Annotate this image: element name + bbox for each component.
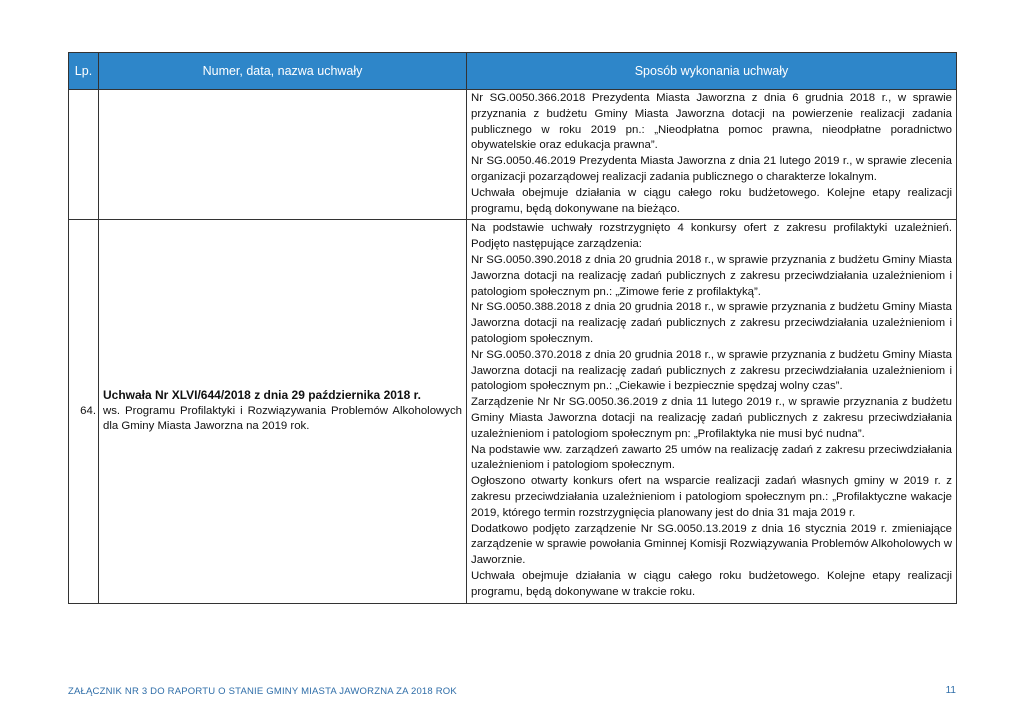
method-paragraph: Na podstawie ww. zarządzeń zawarto 25 umów na realizację zadań z zakresu przeciwdziałania uzależnieniom i patologiom społecznym. [471, 443, 952, 472]
method-paragraph: Nr SG.0050.46.2019 Prezydenta Miasta Jaworzna z dnia 21 lutego 2019 r., w sprawie zlecenia organizacji pozarządowej realizacji zadania publicznego o charakterze lokalnym. [471, 155, 952, 183]
row-title [99, 90, 467, 220]
resolution-number: Uchwała Nr XLVI/644/2018 z dnia 29 października 2018 r. [103, 387, 421, 402]
row-lp [69, 90, 99, 220]
method-paragraph: Ogłoszono otwarty konkurs ofert na wsparcie realizacji zadań własnych gminy w 2019 r. z zakresu przeciwdziałania uzależnieniom i patologiom społecznym pn.: „Profilaktyczne wakacje 2019, którego termin rozstrzygnięcia planowany jest do dnia 31 maja 2019 r. [471, 475, 952, 519]
method-paragraph: Na podstawie uchwały rozstrzygnięto 4 konkursy ofert z zakresu profilaktyki uzależnień. Podjęto następujące zarządzenia: [471, 222, 952, 251]
footer-document-title: ZAŁĄCZNIK NR 3 DO RAPORTU O STANIE GMINY MIASTA JAWORZNA ZA 2018 ROK [68, 686, 457, 697]
method-paragraph: Uchwała obejmuje działania w ciągu całego roku budżetowego. Kolejne etapy realizacji programu, będą dokonywane w trakcie roku. [471, 569, 952, 598]
row-title [99, 220, 467, 603]
header-lp: Lp. [69, 53, 99, 90]
method-paragraph: Nr SG.0050.390.2018 z dnia 20 grudnia 2018 r., w sprawie przyznania z budżetu Gminy Miasta Jaworzna dotacji na realizację zadań publicznych z zakresu przeciwdziałania uzależnieniom i patologiom społecznym pn.: „Zimowe ferie z profilaktyką”. [471, 253, 952, 298]
method-paragraph: Nr SG.0050.388.2018 z dnia 20 grudnia 2018 r., w sprawie przyznania z budżetu Gminy Miasta Jaworzna dotacji na realizację zadań publicznych z zakresu przeciwdziałania uzależnieniom i patologiom społecznym. [471, 301, 952, 345]
table-header-row [69, 53, 957, 90]
method-paragraph: Uchwała obejmuje działania w ciągu całego roku budżetowego. Kolejne etapy realizacji programu, będą dokonywane na bieżąco. [471, 186, 952, 215]
method-paragraph: Nr SG.0050.370.2018 z dnia 20 grudnia 2018 r., w sprawie przyznania z budżetu Gminy Miasta Jaworzna dotacji na realizację zadań publicznych z zakresu przeciwdziałania uzależnieniom i patologiom społecznym pn.: „Ciekawie i bezpiecznie spędzaj wolny czas”. [471, 348, 952, 393]
row-method [467, 90, 957, 220]
table-row [69, 220, 957, 603]
method-paragraph: Zarządzenie Nr Nr SG.0050.36.2019 z dnia 11 lutego 2019 r., w sprawie przyznania z budżetu Gminy Miasta Jaworzna dotacji na realizację zadań publicznych z zakresu przeciwdziałania uzależnieniom i patologiom społecznym pn: „Profilaktyka nie musi być nudna”. [471, 396, 952, 440]
resolutions-table [68, 52, 957, 604]
row-lp: 64. [69, 220, 99, 603]
row-method [467, 220, 957, 603]
page-number: 11 [945, 685, 956, 696]
method-paragraph: Nr SG.0050.366.2018 Prezydenta Miasta Jaworzna z dnia 6 grudnia 2018 r., w sprawie przyznania z budżetu Gminy Miasta Jaworzna dotacji na powierzenie realizacji zadania publicznego w roku 2019 pn.: „Nieodpłatna pomoc prawna, nieodpłatne poradnictwo obywatelskie oraz edukacja prawna”. [471, 92, 952, 152]
header-title: Numer, data, nazwa uchwały [99, 53, 467, 90]
table-row [69, 90, 957, 220]
resolution-name: ws. Programu Profilaktyki i Rozwiązywania Problemów Alkoholowych dla Gminy Miasta Jaworzna na 2019 rok. [103, 404, 462, 433]
method-paragraph: Dodatkowo podjęto zarządzenie Nr SG.0050.13.2019 z dnia 16 stycznia 2019 r. zmieniające zarządzenie w sprawie powołania Gminnej Komisji Rozwiązywania Problemów Alkoholowych w Jaworznie. [471, 522, 952, 567]
header-method: Sposób wykonania uchwały [467, 53, 957, 90]
